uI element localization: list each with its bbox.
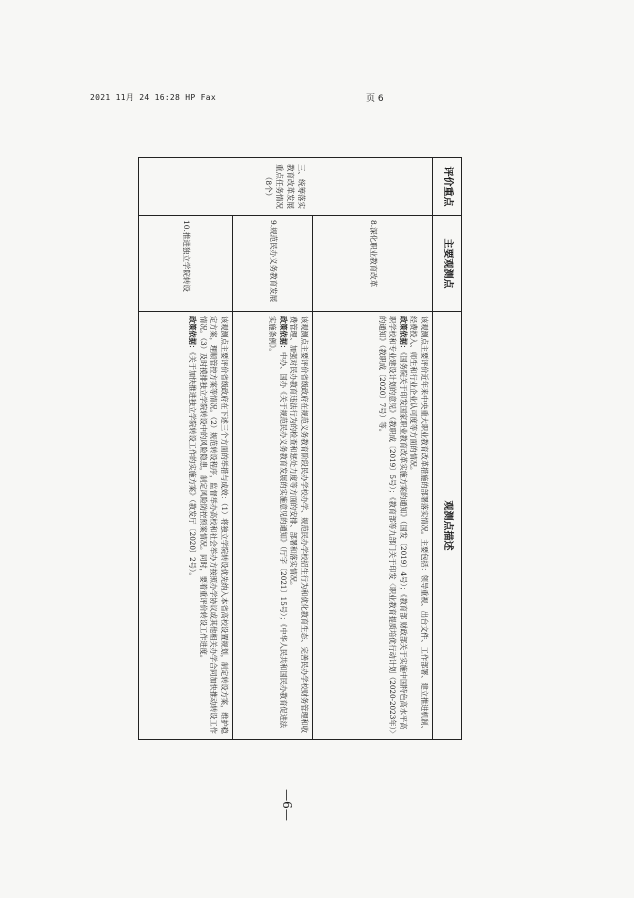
page-number-text: —6— [280,789,295,821]
description-cell [233,312,313,740]
description-text: 该观测点主要评价近年来中央重大职业教育改革措施的部署落实情况。主要包括：领导重视、出台文件、工作部署、建立推进机制、经费投入、师生和行业企业认可度等方面的情况。 [409,316,429,733]
page-number [281,785,293,825]
observation-cell: 8.深化职业教育改革 [313,216,433,312]
evaluation-table-wrapper [140,157,462,739]
fax-page-label: 页 6 [366,94,384,104]
observation-cell: 10.推进独立学院转设 [139,216,233,312]
policy-basis [377,316,409,735]
policy-basis-label: 政策依据： [188,316,198,352]
table-header-row [433,158,462,740]
evaluation-table [138,157,462,740]
policy-basis-label: 政策依据： [399,316,408,352]
description-cell [313,312,433,740]
key-point-cell: 三、统筹落实教育改革发展重点任务情况（8个） [139,158,433,216]
policy-basis-text: 《关于加快推进独立学院转设工作的实施方案》（教发厅〔2020〕2号）。 [188,351,198,580]
evaluation-table-rotated [140,157,462,739]
observation-cell: 9.规范民办义务教育发展 [233,216,313,312]
policy-basis-text: 中办、国办《关于规范民办义务教育发展的实施意见的通知》（厅字〔2021〕15号）；《中华人民共和国民办教育促进法实施条例》。 [268,316,288,728]
policy-basis-label: 政策依据： [279,316,288,352]
policy-basis-text: 《国务院关于印发国家职业教育改革实施方案的通知》（国发〔2019〕4号）；《教育部 财政部关于实施中国特色高水平高职学校和专业建设计划的意见》（教职成〔2019〕5号）；《教育部等九部门关于印发〈职业教育提质培优行动计划（2020-2023年）〉的通知》（教职成〔2020〕7号）等。 [378,316,408,734]
policy-basis [267,316,288,735]
header-description: 观测点描述 [433,312,462,740]
description-text: 该观测点主要评价省级政府在规范义务教育阶段民办学校办学、规范民办学校招生行为和优化教育生态、完善民办学校财务管理和收费管理、加强对民办教育违法行为的检查和惩处力度等方面的安排、部署和落实情况。 [289,316,309,733]
table-row [313,158,433,740]
header-observation: 主要观测点 [433,216,462,312]
table-row [139,158,233,740]
header-key-point: 评价重点 [433,158,462,216]
description-text: 该观测点主要评价省级政府在下述三个方面的举措与成效：（1）将独立学院转设优先纳入本省高校设置规划，制定转设方案，维护稳定方案，理顺管控方案等情况。（2）规范转设程序，监督举办高校和社会举办方按照办学协议或其他相关办学合同加快推动转设工作情况。（3）及时摸排独立学院转设中的风险隐患，制定风险防控预案情况。同时，要着重评价转设工作进度。 [199,316,229,734]
description-cell [139,312,233,740]
table-row [233,158,313,740]
fax-header: 2021 11月 24 16:28 HP Fax [90,93,216,102]
policy-basis [187,316,198,735]
